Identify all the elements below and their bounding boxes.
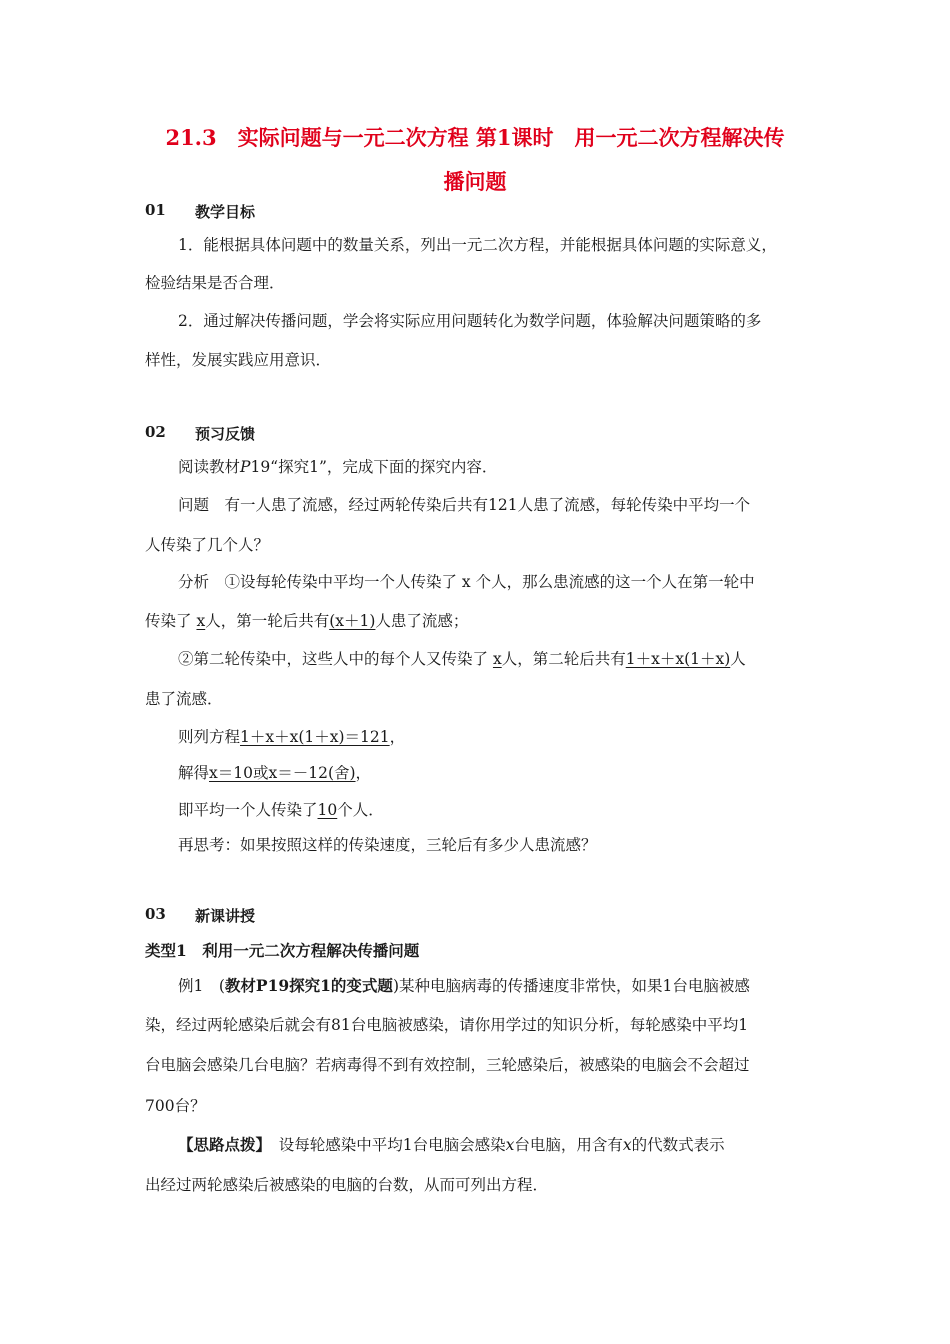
- answer-blank: x: [196, 612, 206, 630]
- analysis-line-3: ②第二轮传染中，这些人中的每个人又传染了 x人，第二轮后共有1＋x＋x(1＋x)人: [178, 650, 746, 668]
- equation-line: 则列方程1＋x＋x(1＋x)＝121，: [178, 728, 406, 746]
- section-title: 新课讲授: [195, 907, 256, 925]
- section-title: 教学目标: [195, 203, 256, 221]
- analysis-line-4: 患了流感．: [145, 690, 223, 708]
- section-number: 03: [145, 905, 166, 923]
- reading-instruction: 阅读教材P19“探究1”，完成下面的探究内容．: [178, 458, 498, 476]
- hint-line-1: 【思路点拨】 设每轮感染中平均1台电脑会感染x台电脑，用含有x的代数式表示: [178, 1135, 725, 1154]
- section-number: 01: [145, 201, 166, 219]
- answer-blank: x＝10或x＝－12(舍): [209, 764, 356, 782]
- answer-blank: 1＋x＋x(1＋x): [625, 650, 731, 668]
- title-line-2: 播问题: [443, 169, 507, 194]
- hint-line-2: 出经过两轮感染后被感染的电脑的台数，从而可列出方程．: [145, 1176, 549, 1194]
- section-title: 预习反馈: [195, 425, 256, 443]
- rethink-line: 再思考：如果按照这样的传染速度，三轮后有多少人患流感？: [178, 836, 597, 854]
- answer-blank: 10: [317, 801, 338, 819]
- goal-1-line-1: 1．能根据具体问题中的数量关系，列出一元二次方程，并能根据具体问题的实际意义，: [178, 236, 777, 254]
- problem-line-1: 问题 有一人患了流感，经过两轮传染后共有121人患了流感，每轮传染中平均一个: [178, 496, 751, 514]
- goal-1-line-2: 检验结果是否合理．: [145, 274, 285, 292]
- answer-blank: 1＋x＋x(1＋x)＝121: [240, 728, 390, 746]
- solution-line: 解得x＝10或x＝－12(舍)，: [178, 764, 372, 782]
- goal-2-line-1: 2．通过解决传播问题，学会将实际应用问题转化为数学问题，体验解决问题策略的多: [178, 312, 762, 330]
- analysis-line-1: 分析 ①设每轮传染中平均一个人传染了 x 个人，那么患流感的这一个人在第一轮中: [178, 573, 755, 591]
- page-title: [130, 116, 820, 204]
- goal-2-line-2: 样性，发展实践应用意识．: [145, 351, 332, 369]
- example-line-3: 台电脑会感染几台电脑？若病毒得不到有效控制，三轮感染后，被感染的电脑会不会超过: [145, 1056, 750, 1074]
- example-line-1: 例1 (教材P19探究1的变式题)某种电脑病毒的传播速度非常快，如果1台电脑被感: [178, 976, 750, 995]
- title-line-1: 21.3 实际问题与一元二次方程 第1课时 用一元二次方程解决传: [165, 125, 785, 150]
- type-heading: 类型1 利用一元二次方程解决传播问题: [145, 941, 420, 960]
- analysis-line-2: 传染了 x人，第一轮后共有(x＋1)人患了流感；: [145, 612, 469, 630]
- answer-blank: x: [492, 650, 502, 668]
- hint-label: 【思路点拨】: [178, 1135, 264, 1154]
- example-line-2: 染，经过两轮感染后就会有81台电脑被感染，请你用学过的知识分析，每轮感染中平均1: [145, 1016, 749, 1034]
- section-number: 02: [145, 423, 166, 441]
- answer-line: 即平均一个人传染了10个人．: [178, 801, 384, 819]
- answer-blank: (x＋1): [329, 612, 376, 630]
- problem-line-2: 人传染了几个人？: [145, 536, 270, 554]
- example-line-4: 700台？: [145, 1097, 206, 1115]
